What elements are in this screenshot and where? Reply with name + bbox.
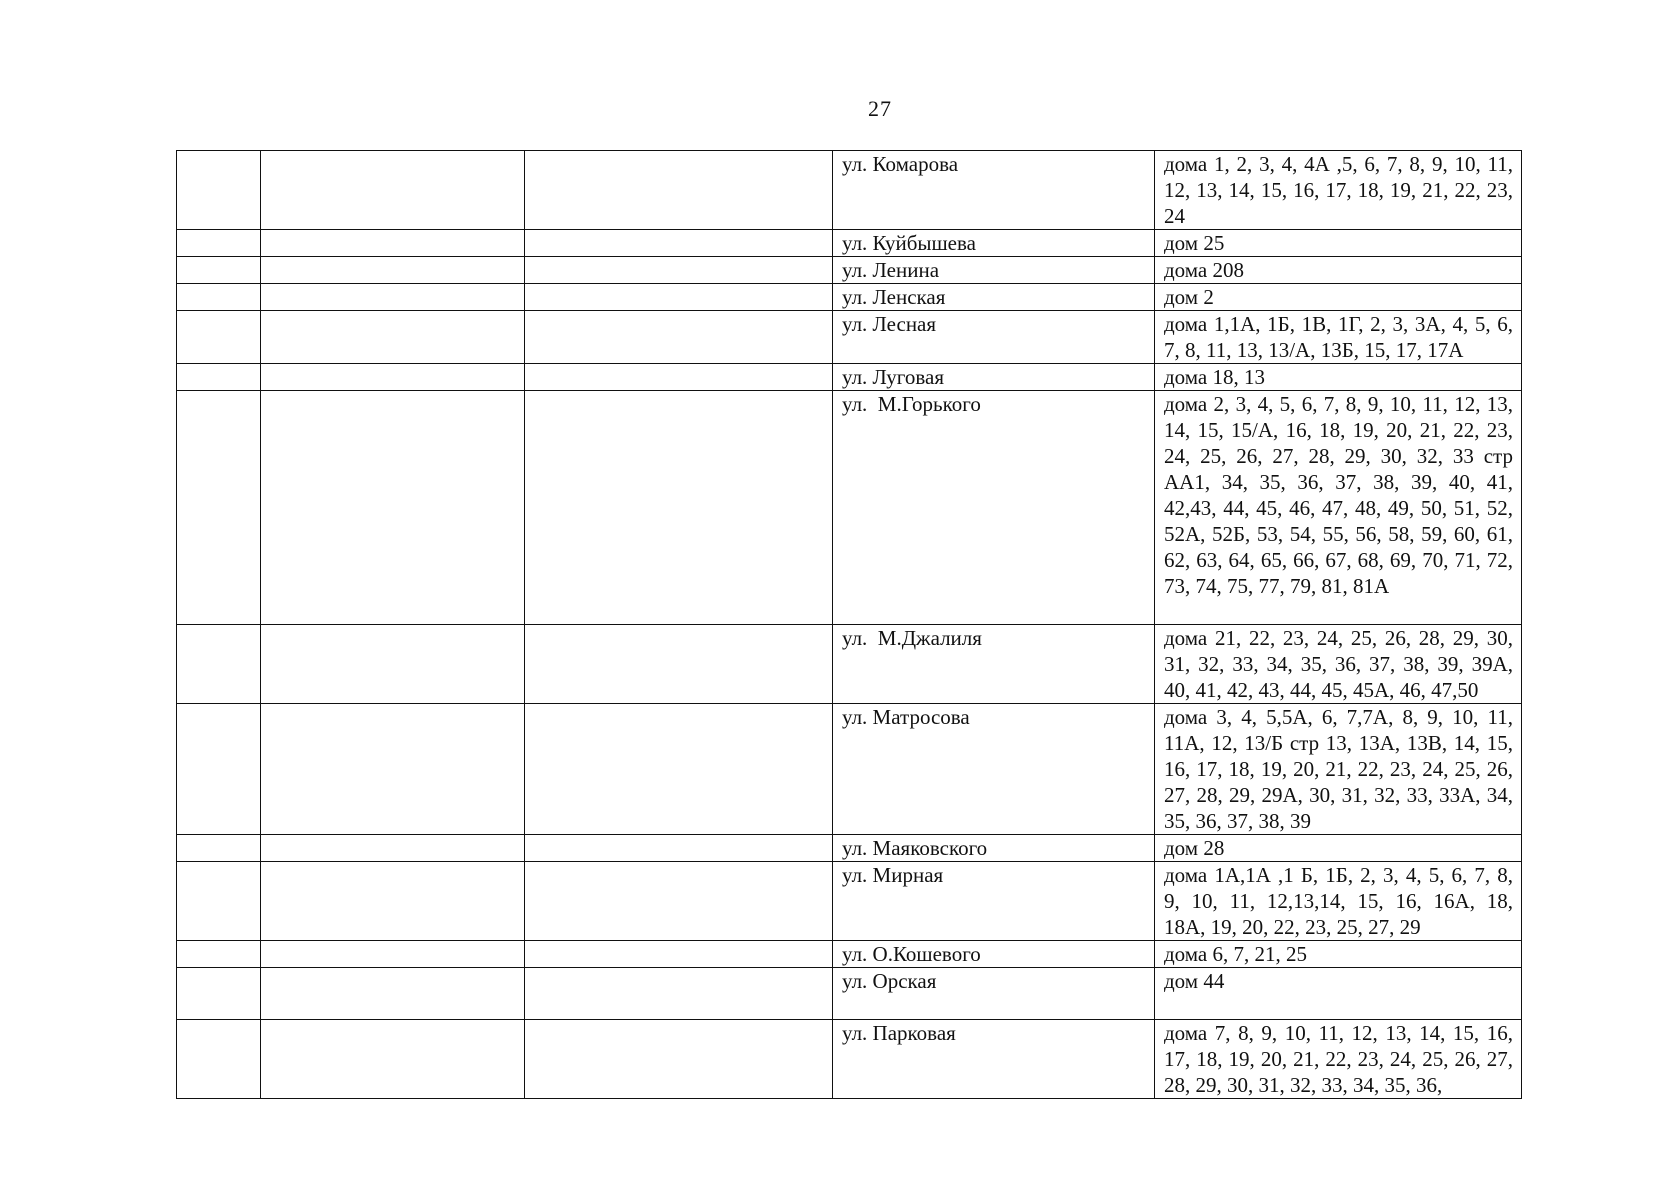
- houses-cell: дома 6, 7, 21, 25: [1155, 941, 1522, 968]
- empty-cell: [525, 151, 833, 230]
- empty-cell: [177, 862, 261, 941]
- empty-cell: [261, 704, 525, 835]
- table-row: [177, 257, 1522, 284]
- street-cell: ул. Луговая: [833, 364, 1155, 391]
- empty-cell: [261, 1020, 525, 1099]
- empty-cell: [261, 257, 525, 284]
- empty-cell: [261, 862, 525, 941]
- houses-cell: дома 208: [1155, 257, 1522, 284]
- houses-cell: дома 7, 8, 9, 10, 11, 12, 13, 14, 15, 16, 17, 18, 19, 20, 21, 22, 23, 24, 25, 26, 27, 28, 29, 30, 31, 32, 33, 34, 35, 36,: [1155, 1020, 1522, 1099]
- houses-cell: дома 1А,1А ,1 Б, 1Б, 2, 3, 4, 5, 6, 7, 8, 9, 10, 11, 12,13,14, 15, 16, 16А, 18, 18А, 19, 20, 22, 23, 25, 27, 29: [1155, 862, 1522, 941]
- empty-cell: [525, 862, 833, 941]
- empty-cell: [261, 968, 525, 1020]
- table-row: [177, 1020, 1522, 1099]
- empty-cell: [261, 311, 525, 364]
- empty-cell: [177, 257, 261, 284]
- table-row: [177, 230, 1522, 257]
- empty-cell: [525, 941, 833, 968]
- table-row: [177, 625, 1522, 704]
- street-cell: ул. Лесная: [833, 311, 1155, 364]
- empty-cell: [261, 391, 525, 625]
- empty-cell: [177, 968, 261, 1020]
- houses-cell: дом 2: [1155, 284, 1522, 311]
- houses-cell: дом 25: [1155, 230, 1522, 257]
- table-row: [177, 151, 1522, 230]
- empty-cell: [177, 704, 261, 835]
- table-row: [177, 284, 1522, 311]
- houses-cell: дом 28: [1155, 835, 1522, 862]
- table-row: [177, 311, 1522, 364]
- empty-cell: [525, 835, 833, 862]
- table-row: [177, 941, 1522, 968]
- empty-cell: [525, 625, 833, 704]
- empty-cell: [525, 364, 833, 391]
- street-cell: ул. Ленина: [833, 257, 1155, 284]
- empty-cell: [525, 230, 833, 257]
- empty-cell: [177, 311, 261, 364]
- street-cell: ул. М.Джалиля: [833, 625, 1155, 704]
- empty-cell: [525, 968, 833, 1020]
- empty-cell: [525, 704, 833, 835]
- table-row: [177, 391, 1522, 625]
- houses-cell: дома 3, 4, 5,5А, 6, 7,7А, 8, 9, 10, 11, 11А, 12, 13/Б стр 13, 13А, 13В, 14, 15, 16, 17, 18, 19, 20, 21, 22, 23, 24, 25, 26, 27, 28, 29, 29А, 30, 31, 32, 33, 33А, 34, 35, 36, 37, 38, 39: [1155, 704, 1522, 835]
- empty-cell: [261, 230, 525, 257]
- empty-cell: [261, 625, 525, 704]
- houses-cell: дома 21, 22, 23, 24, 25, 26, 28, 29, 30, 31, 32, 33, 34, 35, 36, 37, 38, 39, 39А, 40, 41, 42, 43, 44, 45, 45А, 46, 47,50: [1155, 625, 1522, 704]
- empty-cell: [177, 364, 261, 391]
- empty-cell: [177, 391, 261, 625]
- street-cell: ул. Комарова: [833, 151, 1155, 230]
- street-cell: ул. М.Горького: [833, 391, 1155, 625]
- street-cell: ул. Матросова: [833, 704, 1155, 835]
- houses-cell: дома 1, 2, 3, 4, 4А ,5, 6, 7, 8, 9, 10, 11, 12, 13, 14, 15, 16, 17, 18, 19, 21, 22, 23, 24: [1155, 151, 1522, 230]
- empty-cell: [177, 625, 261, 704]
- empty-cell: [261, 941, 525, 968]
- street-cell: ул. Куйбышева: [833, 230, 1155, 257]
- empty-cell: [177, 230, 261, 257]
- empty-cell: [261, 835, 525, 862]
- table-row: [177, 835, 1522, 862]
- houses-cell: дом 44: [1155, 968, 1522, 1020]
- empty-cell: [525, 284, 833, 311]
- street-cell: ул. Орская: [833, 968, 1155, 1020]
- empty-cell: [525, 311, 833, 364]
- page-number: 27: [868, 96, 892, 121]
- street-cell: ул. Мирная: [833, 862, 1155, 941]
- street-cell: ул. Ленская: [833, 284, 1155, 311]
- table-row: [177, 364, 1522, 391]
- table-row: [177, 862, 1522, 941]
- empty-cell: [525, 391, 833, 625]
- empty-cell: [525, 1020, 833, 1099]
- empty-cell: [261, 364, 525, 391]
- empty-cell: [261, 284, 525, 311]
- street-cell: ул. О.Кошевого: [833, 941, 1155, 968]
- empty-cell: [525, 257, 833, 284]
- empty-cell: [177, 941, 261, 968]
- houses-cell: дома 2, 3, 4, 5, 6, 7, 8, 9, 10, 11, 12, 13, 14, 15, 15/А, 16, 18, 19, 20, 21, 22, 23, 24, 25, 26, 27, 28, 29, 30, 32, 33 стр АА1, 34, 35, 36, 37, 38, 39, 40, 41, 42,43, 44, 45, 46, 47, 48, 49, 50, 51, 52, 52А, 52Б, 53, 54, 55, 56, 58, 59, 60, 61, 62, 63, 64, 65, 66, 67, 68, 69, 70, 71, 72, 73, 74, 75, 77, 79, 81, 81А: [1155, 391, 1522, 625]
- houses-cell: дома 18, 13: [1155, 364, 1522, 391]
- street-cell: ул. Маяковского: [833, 835, 1155, 862]
- houses-cell: дома 1,1А, 1Б, 1В, 1Г, 2, 3, 3А, 4, 5, 6, 7, 8, 11, 13, 13/А, 13Б, 15, 17, 17А: [1155, 311, 1522, 364]
- empty-cell: [177, 284, 261, 311]
- empty-cell: [177, 835, 261, 862]
- empty-cell: [177, 151, 261, 230]
- empty-cell: [177, 1020, 261, 1099]
- table-row: [177, 704, 1522, 835]
- street-cell: ул. Парковая: [833, 1020, 1155, 1099]
- table-row: [177, 968, 1522, 1020]
- empty-cell: [261, 151, 525, 230]
- address-table: [176, 150, 1522, 1099]
